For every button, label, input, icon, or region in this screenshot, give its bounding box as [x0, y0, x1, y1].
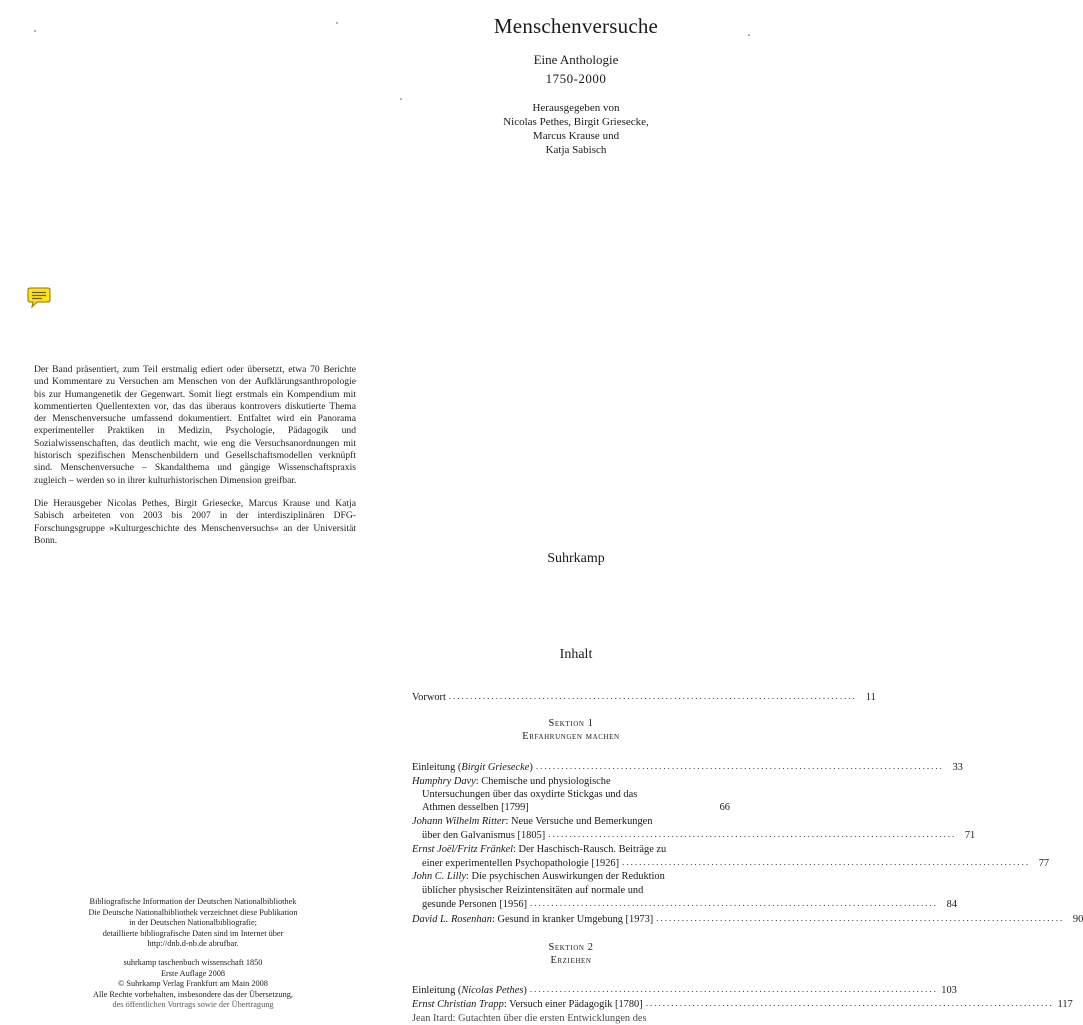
editors-line: Nicolas Pethes, Birgit Griesecke, [503, 116, 649, 128]
book-title: Menschenversuche [493, 14, 659, 38]
dot-leader: ................................................................................................ [448, 691, 857, 701]
imprint-line: Erste Auflage 2008 [160, 968, 226, 978]
editors-line: Marcus Krause und [532, 130, 620, 142]
entry-text: : Chemische und physiologische [475, 775, 611, 787]
entry-continuation: Athmen desselben [1799] [422, 802, 529, 814]
book-subtitle: Eine Anthologie [533, 52, 619, 67]
entry-text: ) [529, 762, 533, 774]
toc-page-number: 11 [865, 692, 876, 703]
left-page [0, 0, 384, 1024]
section-number: Sektion 1 [548, 718, 594, 730]
toc-entry-cut: Jean Itard: Gutachten über die ersten Entwicklungen des [412, 1012, 647, 1024]
entry-author: John C. Lilly [412, 871, 466, 883]
editors-line: Herausgegeben von [532, 102, 620, 114]
entry-text: : Versuch einer Pädagogik [1780] [503, 999, 643, 1011]
imprint-line: suhrkamp taschenbuch wissenschaft 1850 [123, 957, 263, 967]
imprint-line: © Suhrkamp Verlag Frankfurt am Main 2008 [118, 979, 268, 989]
dot-leader: ................................................................................................ [622, 857, 1031, 868]
section-title: Erziehen [550, 954, 592, 966]
toc-entry[interactable] [412, 983, 957, 997]
entry-author: Ernst Joël/Fritz Fränkel [412, 843, 514, 855]
imprint-line-cut: des öffentlichen Vortrags sowie der Übertragung [112, 1000, 274, 1010]
toc-entry[interactable] [412, 870, 958, 911]
imprint [58, 897, 328, 1010]
blurb-paragraph: Die Herausgeber Nicolas Pethes, Birgit Griesecke, Marcus Krause und Katja Sabisch arbeiteten von 2003 bis 2007 in der interdisziplinären DFG-Forschungsgruppe »Kulturgeschichte des Menschenversuchs« an der Universität Bonn. [34, 497, 356, 546]
toc-page-number: 103 [941, 984, 957, 996]
entry-text: : Die psychischen Auswirkungen der Reduktion [465, 871, 665, 883]
toc-page-number: 84 [946, 899, 958, 911]
entry-continuation: Untersuchungen über das oxydirte Stickgas und das [422, 789, 638, 801]
imprint-line: Alle Rechte vorbehalten, insbesondere das der Übersetzung, [93, 989, 293, 999]
entry-continuation: über den Galvanismus [1805] [422, 830, 546, 842]
toc-entry-vorwort[interactable] [412, 690, 876, 704]
imprint-line: Bibliografische Information der Deutschen Nationalbibliothek [89, 897, 297, 906]
toc-page-number: 117 [1057, 999, 1073, 1011]
imprint-line: in der Deutschen Nationalbibliografie; [129, 918, 257, 928]
section-title: Erfahrungen machen [522, 730, 620, 742]
toc-page-number: 77 [1038, 858, 1050, 870]
dot-leader: ................................................................................................ [656, 912, 1065, 923]
toc-page-number: 71 [964, 830, 976, 842]
imprint-line: http://dnb.d-nb.de abrufbar. [147, 939, 239, 949]
entry-author: Johann Wilhelm Ritter [412, 815, 506, 827]
dot-leader: ................................................................................................ [535, 761, 944, 772]
entry-continuation: einer experimentellen Psychopathologie [1926] [422, 858, 620, 870]
entry-author: David L. Rosenhan [412, 913, 492, 925]
entry-text: : Neue Versuche und Bemerkungen [505, 815, 653, 827]
blurb-paragraph: Der Band präsentiert, zum Teil erstmalig ediert oder übersetzt, etwa 70 Berichte und Kommentare zu Versuchen am Menschen von der Aufklärungsanthropologie bis zur Humangenetik der Gegenwart. Somit liegt erstmals ein Kompendium mit kommentierten Quellentexten vor, das das überaus kontrovers diskutierte Thema der Menschenversuche umfassend dokumentiert. Entfaltet wird ein Panorama experimenteller Praktiken in Medizin, Psychologie, Pädagogik und Sozialwissenschaften, das deutlich macht, wie eng die Versuchsanordnungen mit historisch spezifischen Menschenbildern und Gesellschaftsmodellen verknüpft sind. Menschenversuche – Skandalthema und gängige Wissenschaftspraxis zugleich – werden so in ihrer kulturhistorischen Dimension greifbar. [34, 364, 356, 486]
toc-page-number: 33 [952, 762, 963, 774]
book-years: 1750-2000 [545, 71, 607, 86]
entry-text: ) [523, 984, 527, 996]
dot-leader: ................................................................................................ [530, 898, 939, 909]
table-of-contents [412, 690, 1083, 1024]
toc-entry[interactable] [412, 912, 1083, 926]
editors [384, 101, 768, 157]
entry-author: Ernst Christian Trapp [412, 999, 504, 1011]
toc-heading: Inhalt [559, 647, 593, 662]
scan-speck [34, 30, 36, 32]
toc-entry[interactable] [412, 775, 730, 815]
scan-speck [400, 98, 402, 100]
scan-speck [336, 22, 338, 24]
entry-text: : Der Haschisch-Rausch. Beiträge zu [513, 843, 667, 855]
dot-leader: ................................................................................................ [548, 829, 957, 840]
entry-text: Einleitung ( [412, 984, 462, 996]
toc-entry[interactable] [412, 760, 963, 774]
entry-continuation: üblicher physischer Reizintensitäten auf normale und [422, 884, 644, 896]
entry-text: : Gesund in kranker Umgebung [1973] [491, 913, 654, 925]
toc-page-number: 90 [1072, 913, 1083, 925]
comment-annotation-icon[interactable] [27, 286, 51, 308]
toc-entry[interactable] [412, 815, 976, 843]
entry-author: Birgit Griesecke [461, 762, 530, 774]
entry-text: Einleitung ( [412, 762, 462, 774]
entry-author: Nicolas Pethes [461, 984, 524, 996]
imprint-line: Die Deutsche Nationalbibliothek verzeichnet diese Publikation [88, 907, 298, 917]
toc-page-number: 66 [719, 802, 730, 814]
editors-line: Katja Sabisch [545, 144, 607, 156]
dot-leader: ................................................................................................ [645, 998, 1054, 1009]
right-page [384, 0, 1083, 1024]
toc-entry-label: Vorwort [412, 692, 446, 703]
entry-author: Humphry Davy [412, 775, 476, 787]
entry-continuation: gesunde Personen [1956] [422, 899, 528, 911]
dot-leader: ................................................................................................ [529, 983, 938, 994]
toc-entry[interactable] [412, 997, 1073, 1011]
imprint-line: detaillierte bibliografische Daten sind im Internet über [102, 928, 284, 938]
blurb-text [34, 364, 356, 558]
section-number: Sektion 2 [548, 942, 594, 954]
toc-entry[interactable] [412, 843, 1050, 871]
publisher-name: Suhrkamp [547, 551, 605, 566]
